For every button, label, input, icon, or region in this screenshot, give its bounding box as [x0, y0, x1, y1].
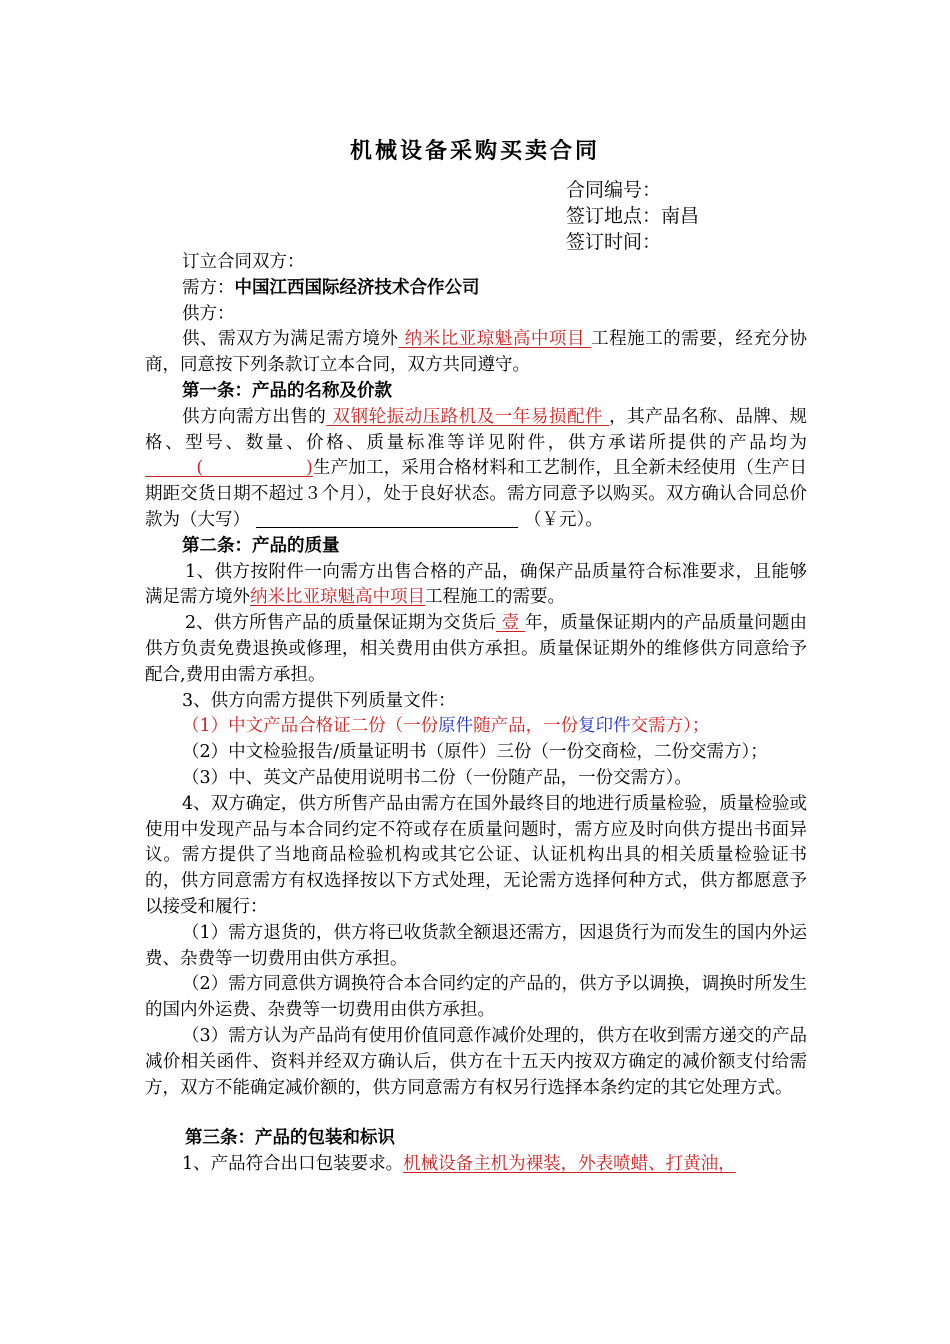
article-1-text-2: ，其产品名称、品牌、规格、型号、数量、价格、质量标准等详见附件，供方承诺所提供的产品均为 — [145, 406, 808, 453]
packaging-detail: 机械设备主机为裸装，外表喷蜡、打黄油， — [403, 1154, 736, 1175]
signing-place: 签订地点：南昌 — [566, 205, 700, 227]
quality-doc-2: （2）中文检验报告/质量证明书（原件）三份（一份交商检，二份交需方）； — [182, 742, 768, 763]
quality-doc-1-text-2: 随产品，一份 — [473, 716, 579, 737]
article-2-item-2-text-2: 年，质量保证期内的产品质量问题由供方负责免费退换或修理，相关费用由供方承担。质量保证期外的维修供方同意给予配合,费用由需方承担。 — [145, 613, 807, 685]
buyer-name: 中国江西国际经济技术合作公司 — [234, 277, 480, 298]
quality-doc-1-original: 原件 — [438, 716, 474, 737]
project-name-2: 纳米比亚琼魁高中项目 — [250, 587, 425, 608]
project-name: 纳米比亚琼魁高中项目 — [398, 329, 592, 350]
article-2-item-2-text: 2、供方所售产品的质量保证期为交货后 — [185, 613, 496, 634]
article-2-item-1-text-2: 工程施工的需要。 — [425, 587, 565, 608]
article-2-item-3: 3、供方向需方提供下列质量文件： — [182, 690, 456, 711]
option-1: （1）需方退货的，供方将已收货款全额退还需方，因退货行为而发生的国内外运费、杂费等一切费用由供方承担。 — [145, 922, 807, 969]
buyer-label: 需方： — [182, 277, 235, 298]
article-1-paragraph — [145, 405, 807, 534]
option-2: （2）需方同意供方调换符合本合同约定的产品的，供方予以调换，调换时所发生的国内外运费、杂费等一切费用由供方承担。 — [145, 974, 807, 1021]
contract-body — [145, 250, 807, 1178]
article-1-text-5: 元）。 — [559, 509, 603, 530]
signing-time: 签订时间： — [566, 231, 662, 253]
seller-line: 供方： — [182, 303, 235, 324]
product-name: 双钢轮振动压路机及一年易损配件 — [326, 406, 610, 427]
preamble-paragraph — [145, 327, 807, 379]
total-price-blank — [256, 509, 518, 528]
article-1-text-3: 生产加工，采用合格材料和工艺制作，且全新未经使用（生产日期距交货日期不超过３个月），处于良好状态。需方同意予以购买。双方确认合同总价款为（大写） — [145, 458, 808, 530]
article-2-heading: 第二条：产品的质量 — [182, 535, 340, 556]
article-1-heading: 第一条：产品的名称及价款 — [182, 380, 392, 401]
document-title: 机械设备采购买卖合同 — [349, 139, 600, 164]
article-3-item-1-text: 1、产品符合出口包装要求。 — [182, 1154, 404, 1175]
article-2-item-1-text: 1、供方按附件一向需方出售合格的产品，确保产品质量符合标准要求，且能够满足需方境外 — [145, 561, 807, 608]
manufacturer-blank: ( ) — [145, 458, 313, 479]
quality-doc-1-text: （1）中文产品合格证二份（一份 — [182, 716, 439, 737]
article-3-heading: 第三条：产品的包装和标识 — [185, 1128, 395, 1149]
preamble-text-2: 工程施工的需要，经充分协商，同意按下列条款订立本合同，双方共同遵守。 — [145, 329, 808, 376]
option-3: （3）需方认为产品尚有使用价值同意作减价处理的，供方在收到需方递交的产品减价相关函件、资料并经双方确认后，供方在十五天内按双方确定的减价额支付给需方，双方不能确定减价额的，供方同意需方有权另行选择本条约定的其它处理方式。 — [145, 1025, 807, 1098]
spacer — [145, 1101, 807, 1126]
article-2-item-2 — [145, 611, 807, 688]
article-1-text-4: （￥ — [524, 509, 559, 530]
quality-doc-1-text-3: 交需方）； — [630, 716, 710, 737]
preamble-text: 供、需双方为满足需方境外 — [182, 329, 399, 350]
warranty-years: 壹 — [496, 613, 526, 634]
quality-doc-3: （3）中、英文产品使用说明书二份（一份随产品，一份交需方）。 — [182, 767, 692, 788]
article-2-item-1 — [145, 560, 807, 612]
buyer-line — [145, 276, 807, 302]
quality-doc-1-copy: 复印件 — [578, 716, 631, 737]
article-1-text: 供方向需方出售的 — [182, 406, 327, 427]
parties-intro: 订立合同双方： — [182, 252, 305, 272]
quality-doc-1 — [145, 714, 807, 740]
article-3-item-1 — [145, 1152, 807, 1178]
contract-number: 合同编号： — [566, 179, 662, 201]
article-2-item-4: 4、双方确定，供方所售产品由需方在国外最终目的地进行质量检验，质量检验或使用中发现产品与本合同约定不符或存在质量问题时，需方应及时向供方提出书面异议。需方提供了当地商品检验机构或其它公证、认证机构出具的相关质量检验证书的，供方同意需方有权选择按以下方式处理，无论需方选择何种方式，供方都愿意予以接受和履行： — [145, 793, 807, 917]
